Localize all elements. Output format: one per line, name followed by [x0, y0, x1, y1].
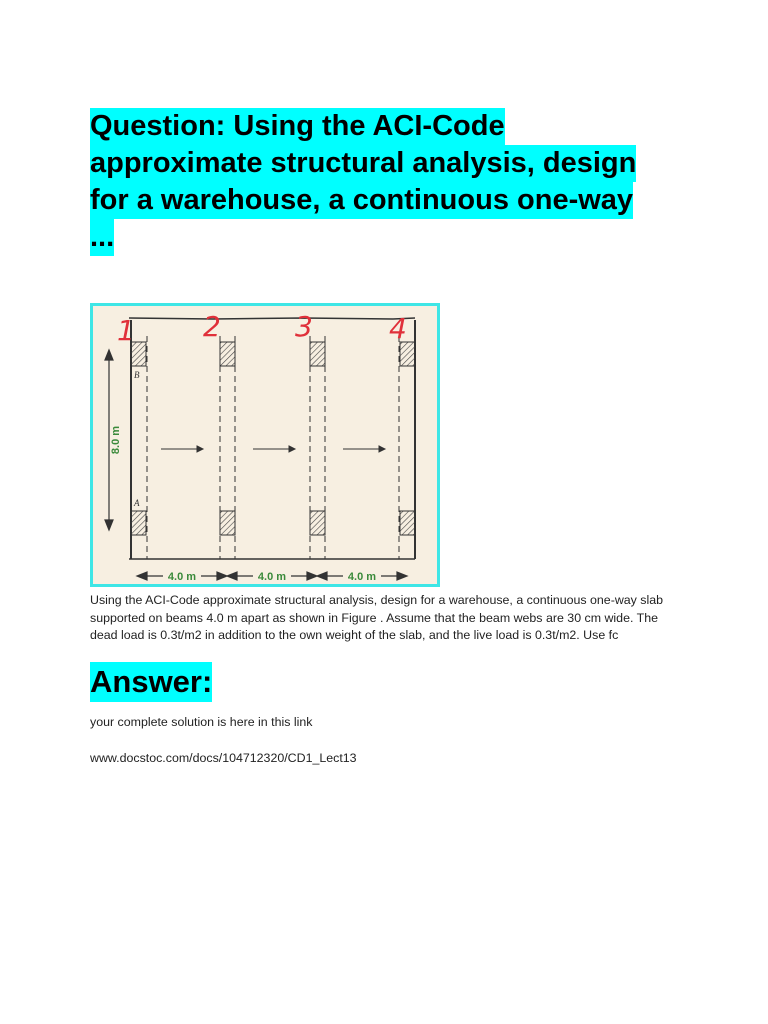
answer-title [90, 663, 212, 701]
annotation-2: 2 [203, 310, 221, 343]
span-dimension-2: 4.0 m [257, 571, 287, 583]
support-label-b: B [134, 370, 140, 380]
height-dimension-label: 8.0 m [110, 425, 122, 455]
question-line-1: Question: Using the ACI-Code [90, 108, 505, 145]
slab-drawing [93, 306, 437, 584]
answer-text: your complete solution is here in this link [90, 715, 313, 729]
question-description: Using the ACI-Code approximate structural analysis, design for a warehouse, a continuous one-way slab supported on beams 4.0 m apart as shown in Figure . Assume that the beam webs are 30 cm wide. The dead load is 0.3t/m2 in addition to the own weight of the slab, and the live load is 0.3t/m2. Use fc [90, 593, 664, 642]
annotation-1: 1 [117, 314, 135, 347]
answer-title-text: Answer: [90, 662, 212, 702]
solution-link[interactable]: www.docstoc.com/docs/104712320/CD1_Lect13 [90, 751, 357, 765]
question-title [90, 108, 670, 256]
question-line-4: ... [90, 219, 114, 256]
question-line-2: approximate structural analysis, design [90, 145, 636, 182]
span-dimension-3: 4.0 m [347, 571, 377, 583]
slab-figure [90, 303, 440, 587]
span-dimension-1: 4.0 m [167, 571, 197, 583]
question-line-3: for a warehouse, a continuous one-way [90, 182, 633, 219]
annotation-4: 4 [389, 312, 407, 345]
support-label-a: A [134, 498, 140, 508]
question-block [90, 108, 670, 256]
annotation-3: 3 [295, 310, 313, 343]
